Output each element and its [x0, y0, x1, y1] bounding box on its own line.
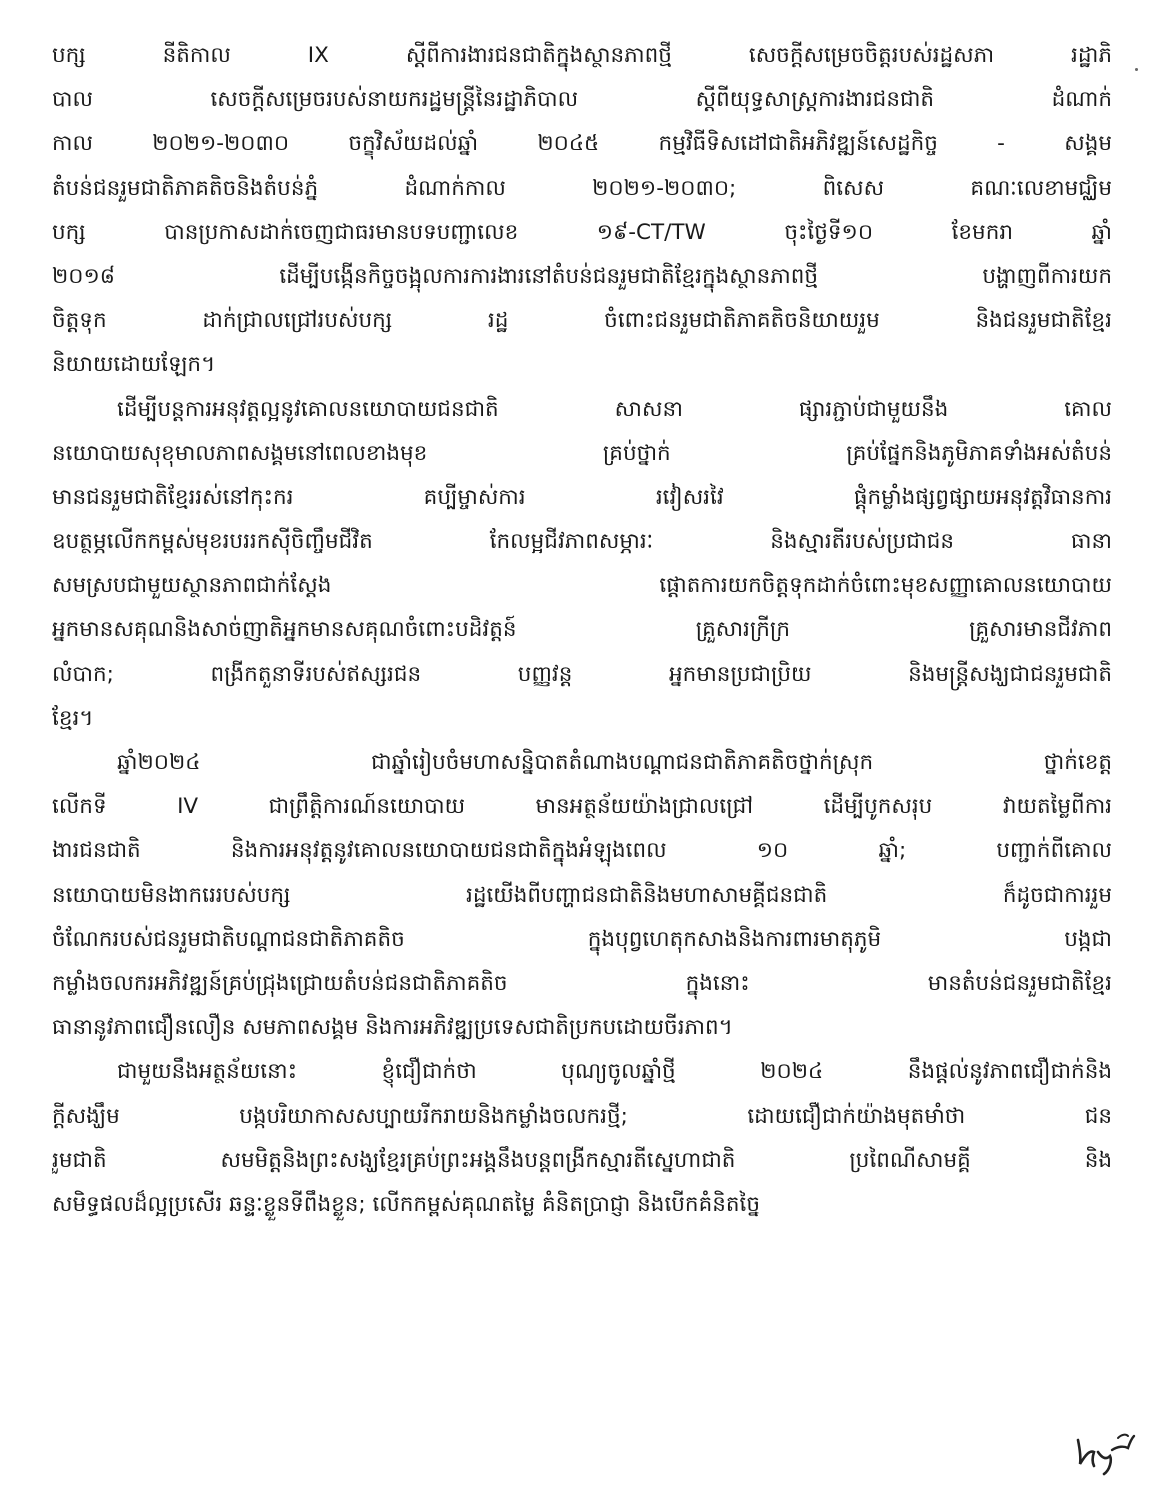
paragraph — [52, 1050, 1112, 1227]
text-line: មានជនរួមជាតិខ្មែររស់នៅកុះករ គប្បីម្ចាស់ការ រវៀសរវៃ ផ្តុំកម្លាំងផ្សព្វផ្សាយអនុវត្តវិធានការ — [52, 484, 1112, 510]
text-line: បក្ស បានប្រកាសដាក់ចេញជាធរមានបទបញ្ជាលេខ ១៩-CT/TW ចុះថ្ងៃទី១០ ខែមករា ឆ្នាំ — [52, 219, 1112, 245]
text-line: សមស្របជាមួយស្ថានភាពជាក់ស្តែង ផ្តោតការយកចិត្តទុកដាក់ចំពោះមុខសញ្ញាគោលនយោបាយ — [52, 573, 1112, 599]
text-line: បាល សេចក្ដីសម្រេចរបស់នាយករដ្ឋមន្ត្រីនៃរដ្ឋាភិបាល ស្ដីពីយុទ្ធសាស្ត្រការងារជនជាតិ ដំណាក់ — [52, 87, 1112, 113]
paragraph — [52, 34, 1112, 388]
text-line: នយោបាយមិនងាករេរបស់បក្ស រដ្ឋយើងពីបញ្ហាជនជាតិនិងមហាសាមគ្គីជនជាតិ ក៏ដូចជាការរួម — [52, 882, 1112, 908]
text-line: ក្តីសង្ឃឹម បង្កបរិយាកាសសប្បាយរីករាយនិងកម្លាំងចលករថ្មី; ដោយជឿជាក់យ៉ាងមុតមាំថា ជន — [52, 1103, 1112, 1129]
text-line: នយោបាយសុខុមាលភាពសង្គមនៅពេលខាងមុខ គ្រប់ថ្នាក់ គ្រប់ផ្នែកនិងភូមិភាគទាំងអស់តំបន់ — [52, 440, 1112, 466]
text-line: ២០១៨ ដើម្បីបង្កើនកិច្ចចង្អុលការការងារនៅតំបន់ជនរួមជាតិខ្មែរក្នុងស្ថានភាពថ្មី បង្ហាញពីការយក — [52, 263, 1112, 289]
text-line: សមិទ្ធផលដ៏ល្អប្រសើរ ឆន្ទៈខ្លួនទីពឹងខ្លួន; លើកកម្ពស់គុណតម្លៃ គំនិតប្រាជ្ញា និងបើកគំនិតច្នៃ — [52, 1191, 760, 1217]
text-line: អ្នកមានសគុណនិងសាច់ញាតិអ្នកមានសគុណចំពោះបដិវត្តន៍ គ្រួសារក្រីក្រ គ្រួសារមានជីវភាព — [52, 617, 1112, 643]
text-line: ងារជនជាតិ និងការអនុវត្តនូវគោលនយោបាយជនជាតិក្នុងអំឡុងពេល ១០ ឆ្នាំ; បញ្ជាក់ពីគោល — [52, 838, 1112, 864]
text-line: កាល ២០២១-២០៣០ ចក្ខុវិស័យដល់ឆ្នាំ ២០៤៥ កម្មវិធីទិសដៅជាតិអភិវឌ្ឍន៍សេដ្ឋកិច្ច - សង្គម — [52, 131, 1112, 157]
text-line: កម្លាំងចលករអភិវឌ្ឍន៍គ្រប់ជ្រុងជ្រោយតំបន់ជនជាតិភាគតិច ក្នុងនោះ មានតំបន់ជនរួមជាតិខ្មែរ — [52, 970, 1112, 996]
document-body — [52, 34, 1112, 1227]
text-line: លើកទី IV ជាព្រឹត្តិការណ៍នយោបាយ មានអត្ថន័យយ៉ាងជ្រាលជ្រៅ ដើម្បីបូកសរុប វាយតម្លៃពីការ — [52, 794, 1112, 820]
text-line: រួមជាតិ សមមិត្តនិងព្រះសង្ឃខ្មែរគ្រប់ព្រះអង្គនឹងបន្តពង្រីកស្មារតីស្នេហាជាតិ ប្រពៃណីសាមគ្គី និង — [52, 1147, 1112, 1173]
text-line: តំបន់ជនរួមជាតិភាគតិចនិងតំបន់ភ្នំ ដំណាក់កាល ២០២១-២០៣០; ពិសេស គណៈលេខាមជ្ឈិម — [52, 175, 1112, 201]
text-line: ឧបត្ថម្ភលើកកម្ពស់មុខរបររកស៊ីចិញ្ចឹមជីវិត កែលម្អជីវភាពសម្ភារៈ និងស្មារតីរបស់ប្រជាជន ធានា — [52, 529, 1112, 555]
text-line: លំបាក; ពង្រីកតួនាទីរបស់ឥស្សរជន បញ្ញវន្ត អ្នកមានប្រជាប្រិយ និងមន្ត្រីសង្ឃជាជនរួមជាតិ — [52, 661, 1112, 687]
handwritten-initial-signature — [1072, 1428, 1142, 1476]
text-line: ដើម្បីបន្តការអនុវត្តល្អនូវគោលនយោបាយជនជាតិ សាសនា ផ្សារភ្ជាប់ជាមួយនឹង គោល — [117, 396, 1112, 422]
text-line: និយាយដោយឡែក។ — [52, 352, 216, 378]
paragraph — [52, 388, 1112, 742]
text-line: ធានានូវភាពជឿនលឿន សមភាពសង្គម និងការអភិវឌ្ឍប្រទេសជាតិប្រកបដោយចីរភាព។ — [52, 1015, 733, 1041]
text-line: ជាមួយនឹងអត្ថន័យនោះ ខ្ញុំជឿជាក់ថា បុណ្យចូលឆ្នាំថ្មី ២០២៤ នឹងផ្តល់នូវភាពជឿជាក់និង — [117, 1059, 1112, 1085]
text-line: ខ្មែរ។ — [52, 705, 94, 731]
scan-speck — [1135, 68, 1138, 71]
text-line: ឆ្នាំ២០២៤ ជាឆ្នាំរៀបចំមហាសន្និបាតតំណាងបណ្ដាជនជាតិភាគតិចថ្នាក់ស្រុក ថ្នាក់ខេត្ត — [117, 750, 1112, 775]
text-line: ចំណែករបស់ជនរួមជាតិបណ្ដាជនជាតិភាគតិច ក្នុងបុព្វហេតុកសាងនិងការពារមាតុភូមិ បង្កជា — [52, 926, 1112, 952]
text-line: បក្ស នីតិកាល IX ស្ដីពីការងារជនជាតិក្នុងស្ថានភាពថ្មី សេចក្ដីសម្រេចចិត្តរបស់រដ្ឋសភា រដ្ឋាភិ — [52, 43, 1112, 68]
text-line: ចិត្តទុក ដាក់ជ្រាលជ្រៅរបស់បក្ស រដ្ឋ ចំពោះជនរួមជាតិភាគតិចនិយាយរួម និងជនរួមជាតិខ្មែរ — [52, 308, 1112, 334]
paragraph — [52, 741, 1112, 1050]
